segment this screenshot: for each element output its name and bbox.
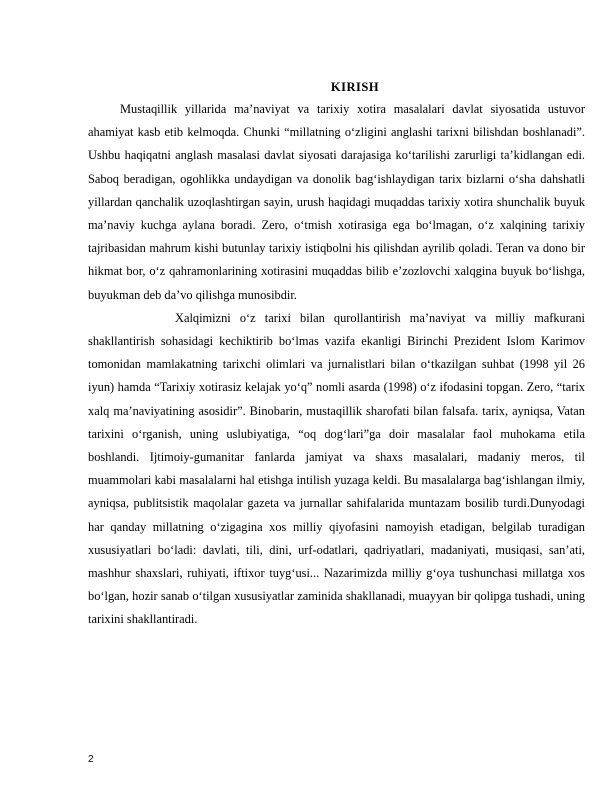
paragraph-1: Mustaqillik yillarida ma’naviyat va tarixiy xotira masalalari davlat siyosatida ustuvor ahamiyat kasb etib kelmoqda. Chunki “millatning o‘zligini anglashi tarixni bilishdan boshlanadi”. Ushbu haqiqatni anglash masalasi davlat siyosati darajasiga ko‘tarilishi zarurligi ta’kidlangan edi. Saboq beradigan, ogohlikka undaydigan va donolik bag‘ishlaydigan tarix bizlarni o‘sha dahshatli yillardan qanchalik uzoqlashtirgan sayin, urush haqidagi muqaddas tarixiy xotira shunchalik buyuk ma’naviy kuchga aylana boradi. Zero, o‘tmish xotirasiga ega bo‘lmagan, o‘z xalqining tarixiy tajribasidan mahrum kishi butunlay tarixiy istiqbolni his qilishdan ayrilib qoladi. Teran va dono bir hikmat bor, o‘z qahramonlarining xotirasini muqaddas bilib e’zozlovchi xalqgina buyuk bo‘lishga, buyukman deb da’vo qilishga munosibdir. <box>88 102 585 302</box>
page-number: 2 <box>88 754 94 765</box>
paragraph-2: Xalqimizni o‘z tarixi bilan qurollantirish ma’naviyat va milliy mafkurani shakllantirish sohasidagi kechiktirib bo‘lmas vazifa ekanligi Birinchi Prezident Islom Karimov tomonidan mamlakatning tarixchi olimlari va jurnalistlari bilan o‘tkazilgan suhbat (1998 yil 26 iyun) hamda “Tarixiy xotirasiz kelajak yo‘q” nomli asarda (1998) o‘z ifodasini topgan. Zero, “tarix xalq ma’naviyatining asosidir”. Binobarin, mustaqillik sharofati bilan falsafa. tarix, ayniqsa, Vatan tarixini o‘rganish, uning uslubiyatiga, “oq dog‘lari”ga doir masalalar faol muhokama etila boshlandi. Ijtimoiy-gumanitar fanlarda jamiyat va shaxs masalalari, madaniy meros, til muammolari kabi masalalarni hal etishga intilish yuzaga keldi. Bu masalalarga bag‘ishlangan ilmiy, ayniqsa, publitsistik maqolalar gazeta va jurnallar sahifalarida muntazam bosilib turdi.Dunyodagi har qanday millatning o‘zigagina xos milliy qiyofasini namoyish etadigan, belgilab turadigan xususiyatlari bo‘ladi: davlati, tili, dini, urf-odatlari, qadriyatlari, madaniyati, musiqasi, san’ati, mashhur shaxslari, ruhiyati, iftixor tuyg‘usi... Nazarimizda milliy g‘oya tushunchasi millatga xos bo‘lgan, hozir sanab o‘tilgan xususiyatlar zaminida shakllanadi, muayyan bir qolipga tushadi, uning tarixini shakllantiradi. <box>88 310 585 627</box>
body-text <box>88 98 585 632</box>
section-title: KIRISH <box>330 80 380 94</box>
